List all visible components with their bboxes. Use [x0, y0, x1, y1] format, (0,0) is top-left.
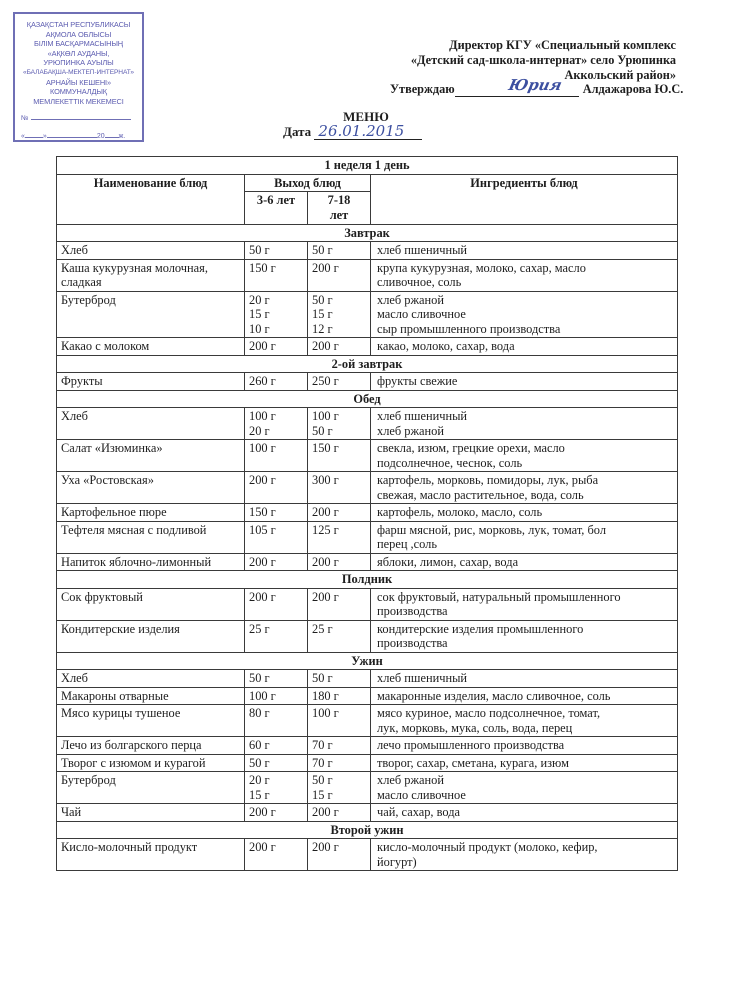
ingredients-cell-line: йогурт) [377, 854, 417, 869]
section-title: Обед [57, 390, 678, 408]
table-row [57, 408, 678, 440]
approve-label: Утверждаю [390, 82, 455, 96]
signer-name: Алдажарова Ю.С. [582, 82, 684, 96]
table-row [57, 440, 678, 472]
yield-7-18-cell [308, 670, 371, 688]
ingredients-cell [371, 408, 678, 440]
ingredients-cell [371, 259, 678, 291]
yield-3-6-cell [245, 521, 308, 553]
ingredients-cell-line: макаронные изделия, масло сливочное, соль [377, 688, 611, 703]
ingredients-cell-line: масло сливочное [377, 787, 466, 802]
stamp-line: «БАЛАБАҚША-МЕКТЕП-ИНТЕРНАТ» [23, 68, 134, 76]
dish-cell [57, 705, 245, 737]
ingredients-cell [371, 553, 678, 571]
ingredients-cell-line: творог, сахар, сметана, курага, изюм [377, 755, 569, 770]
yield-7-18-cell-line: 200 г [312, 260, 339, 275]
dish-cell [57, 440, 245, 472]
table-row [57, 291, 678, 338]
yield-7-18-cell-line: 250 г [312, 374, 339, 388]
stamp-line: МЕМЛЕКЕТТІК МЕКЕМЕСІ [33, 96, 124, 106]
yield-3-6-cell [245, 472, 308, 504]
yield-7-18-cell [308, 338, 371, 356]
stamp-year-suffix: ж. [118, 133, 126, 140]
section-title: Полдник [57, 571, 678, 589]
ingredients-cell [371, 504, 678, 522]
header-yield: Выход блюд [245, 174, 371, 192]
table-row [57, 521, 678, 553]
yield-7-18-cell [308, 804, 371, 822]
yield-3-6-cell [245, 504, 308, 522]
dish-cell [57, 338, 245, 356]
table-row [57, 338, 678, 356]
ingredients-cell-line: лечо промышленного производства [377, 738, 565, 752]
ingredients-cell-line: какао, молоко, сахар, вода [377, 339, 515, 353]
section-row [57, 355, 678, 373]
table-row [57, 259, 678, 291]
ingredients-cell-line: производства [377, 604, 448, 618]
ingredients-cell-line: картофель, молоко, масло, соль [377, 505, 543, 519]
dish-cell [57, 737, 245, 755]
dish-cell [57, 620, 245, 652]
yield-7-18-cell [308, 504, 371, 522]
week-day-row [57, 157, 678, 175]
yield-3-6-cell [245, 754, 308, 772]
yield-7-18-cell [308, 373, 371, 391]
approval-line-1: Директор КГУ «Специальный комплекс [449, 38, 676, 52]
signature: Юрия [506, 76, 564, 94]
yield-3-6-cell [245, 338, 308, 356]
yield-7-18-cell-line: 200 г [312, 840, 339, 854]
ingredients-cell [371, 588, 678, 620]
dish-cell [57, 553, 245, 571]
table-row [57, 705, 678, 737]
yield-3-6-cell-line: 50 г [249, 671, 270, 685]
ingredients-cell [371, 440, 678, 472]
section-row [57, 571, 678, 589]
dish-cell-line: Салат «Изюминка» [61, 441, 163, 455]
ingredients-cell-line: хлеб пшеничный [377, 243, 468, 257]
yield-7-18-cell [308, 408, 371, 440]
table-row [57, 504, 678, 522]
yield-3-6-cell-line: 80 г [249, 706, 270, 720]
section-row [57, 390, 678, 408]
dish-cell-line: Напиток яблочно-лимонный [61, 554, 212, 569]
yield-3-6-cell-line: 100 г [249, 688, 276, 703]
yield-7-18-cell-line: 200 г [312, 589, 339, 604]
ingredients-cell-line: сыр промышленного производства [377, 321, 561, 336]
section-row [57, 821, 678, 839]
ingredients-cell-line: масло сливочное [377, 307, 466, 321]
dish-cell [57, 588, 245, 620]
section-title: 2-ой завтрак [57, 355, 678, 373]
date-value: 26.01.2015 [314, 124, 422, 140]
yield-3-6-cell [245, 839, 308, 871]
yield-3-6-cell-line: 150 г [249, 260, 276, 275]
yield-7-18-cell-line: 15 г [312, 307, 333, 321]
yield-7-18-cell [308, 553, 371, 571]
ingredients-cell-line: хлеб ржаной [377, 292, 444, 307]
yield-7-18-cell-line: 200 г [312, 339, 339, 353]
yield-7-18-cell [308, 737, 371, 755]
ingredients-cell-line: хлеб ржаной [377, 773, 444, 787]
ingredients-cell [371, 687, 678, 705]
yield-3-6-cell-line: 50 г [249, 755, 270, 770]
ingredients-cell-line: подсолнечное, чеснок, соль [377, 455, 523, 470]
menu-date [283, 124, 422, 140]
table-row [57, 620, 678, 652]
week-day-label: 1 неделя 1 день [57, 157, 678, 175]
dish-cell-line: Кондитерские изделия [61, 621, 180, 636]
yield-3-6-cell-line: 150 г [249, 505, 276, 519]
ingredients-cell-line: свекла, изюм, грецкие орехи, масло [377, 441, 565, 455]
dish-cell-line: Лечо из болгарского перца [61, 738, 202, 752]
stamp-year-prefix: 20 [96, 133, 105, 140]
stamp-line: ҚАЗАҚСТАН РЕСПУБЛИКАСЫ [26, 20, 131, 29]
yield-7-18-cell [308, 839, 371, 871]
yield-3-6-cell [245, 737, 308, 755]
stamp-line: УРЮПИНКА АУЫЛЫ [43, 58, 114, 68]
dish-cell [57, 521, 245, 553]
yield-7-18-cell-line: 50 г [312, 243, 333, 257]
ingredients-cell [371, 472, 678, 504]
ingredients-cell-line: картофель, морковь, помидоры, лук, рыба [377, 473, 599, 487]
yield-3-6-cell-line: 20 г [249, 292, 270, 307]
yield-3-6-cell-line: 10 г [249, 321, 270, 336]
section-title: Ужин [57, 652, 678, 670]
yield-3-6-cell-line: 200 г [249, 473, 276, 487]
yield-3-6-cell-line: 50 г [249, 243, 270, 257]
yield-3-6-cell-line: 200 г [249, 840, 276, 854]
yield-7-18-cell [308, 242, 371, 260]
dish-cell-line: Каша кукурузная молочная, [61, 260, 208, 275]
yield-7-18-cell-line: 12 г [312, 321, 333, 336]
header-age-7-18 [308, 192, 371, 225]
yield-3-6-cell-line: 15 г [249, 787, 270, 802]
stamp-quote-open: « [21, 133, 25, 140]
dish-cell [57, 242, 245, 260]
dish-cell-line: Чай [61, 805, 82, 819]
dish-cell-line: Хлеб [61, 409, 88, 423]
table-row [57, 588, 678, 620]
table-row [57, 754, 678, 772]
ingredients-cell-line: мясо куриное, масло подсолнечное, томат, [377, 706, 601, 720]
ingredients-cell-line: сок фруктовый, натуральный промышленного [377, 589, 621, 604]
ingredients-cell [371, 754, 678, 772]
yield-3-6-cell-line: 15 г [249, 307, 270, 321]
ingredients-cell [371, 242, 678, 260]
dish-cell-line: Картофельное пюре [61, 505, 167, 519]
yield-7-18-cell [308, 620, 371, 652]
yield-7-18-cell-line: 50 г [312, 292, 333, 307]
table-row [57, 670, 678, 688]
yield-7-18-cell-line: 15 г [312, 787, 333, 802]
yield-7-18-cell [308, 754, 371, 772]
ingredients-cell [371, 804, 678, 822]
yield-7-18-cell [308, 259, 371, 291]
menu-body [57, 224, 678, 871]
ingredients-cell [371, 839, 678, 871]
table-row [57, 772, 678, 804]
yield-3-6-cell-line: 20 г [249, 423, 270, 438]
ingredients-cell-line: перец ,соль [377, 537, 438, 551]
yield-3-6-cell [245, 620, 308, 652]
section-title: Второй ужин [57, 821, 678, 839]
yield-7-18-cell [308, 705, 371, 737]
yield-7-18-cell-line: 200 г [312, 505, 339, 519]
yield-7-18-cell-line: 300 г [312, 473, 339, 487]
stamp-number-label: № [21, 115, 29, 122]
ingredients-cell [371, 338, 678, 356]
yield-7-18-cell [308, 521, 371, 553]
stamp-quote-close: » [42, 133, 47, 140]
yield-7-18-cell-line: 70 г [312, 738, 333, 752]
dish-cell-line: Тефтеля мясная с подливой [61, 522, 207, 537]
dish-cell-line: Мясо курицы тушеное [61, 706, 181, 720]
table-row [57, 242, 678, 260]
yield-3-6-cell [245, 440, 308, 472]
ingredients-cell-line: кисло-молочный продукт (молоко, кефир, [377, 840, 598, 854]
table-row [57, 373, 678, 391]
yield-3-6-cell-line: 200 г [249, 339, 276, 353]
yield-3-6-cell [245, 259, 308, 291]
dish-cell [57, 839, 245, 871]
dish-cell-line: Фрукты [61, 374, 103, 388]
ingredients-cell-line: производства [377, 636, 448, 650]
header-age-3-6: 3-6 лет [245, 192, 308, 225]
yield-3-6-cell-line: 200 г [249, 589, 276, 604]
ingredients-cell-line: хлеб пшеничный [377, 409, 468, 423]
yield-7-18-cell-line: 200 г [312, 805, 339, 819]
table-row [57, 804, 678, 822]
dish-cell-line: Кисло-молочный продукт [61, 840, 198, 854]
ingredients-cell-line: свежая, масло растительное, вода, соль [377, 487, 584, 502]
yield-3-6-cell-line: 200 г [249, 805, 276, 819]
yield-3-6-cell [245, 670, 308, 688]
dish-cell-line: Хлеб [61, 671, 88, 685]
ingredients-cell-line: яблоки, лимон, сахар, вода [377, 554, 519, 569]
dish-cell [57, 754, 245, 772]
header-age-7-18-line1: 7-18 [327, 193, 351, 207]
yield-3-6-cell-line: 105 г [249, 522, 276, 537]
dish-cell-line: Бутерброд [61, 292, 116, 307]
yield-7-18-cell [308, 291, 371, 338]
yield-3-6-cell [245, 804, 308, 822]
yield-3-6-cell-line: 260 г [249, 374, 276, 388]
ingredients-cell-line: хлеб ржаной [377, 423, 444, 438]
page-title: МЕНЮ [343, 109, 389, 124]
yield-7-18-cell-line: 50 г [312, 671, 333, 685]
ingredients-cell-line: хлеб пшеничный [377, 671, 468, 685]
stamp-line: АРНАЙЫ КЕШЕНІ» [45, 77, 112, 87]
dish-cell [57, 687, 245, 705]
ingredients-cell-line: фарш мясной, рис, морковь, лук, томат, бол [377, 522, 607, 537]
dish-cell-line: Бутерброд [61, 773, 116, 787]
yield-3-6-cell [245, 553, 308, 571]
stamp-line: КОММУНАЛДЫҚ [49, 87, 107, 97]
menu-table [56, 156, 678, 871]
dish-cell [57, 504, 245, 522]
yield-7-18-cell-line: 180 г [312, 688, 339, 703]
yield-7-18-cell-line: 100 г [312, 409, 339, 423]
dish-cell-line: Сок фруктовый [61, 589, 143, 604]
yield-7-18-cell-line: 25 г [312, 621, 333, 636]
yield-3-6-cell [245, 291, 308, 338]
header-row [57, 174, 678, 192]
header-age-7-18-line2: лет [329, 207, 349, 222]
ingredients-cell-line: сливочное, соль [377, 275, 462, 289]
stamp-line: БІЛІМ БАСҚАРМАСЫНЫҢ [33, 39, 123, 49]
yield-7-18-cell [308, 588, 371, 620]
yield-3-6-cell [245, 588, 308, 620]
yield-3-6-cell-line: 60 г [249, 738, 270, 752]
yield-7-18-cell-line: 100 г [312, 706, 339, 720]
table-row [57, 553, 678, 571]
stamp-date-line [21, 132, 136, 142]
stamp-line: «АҚКӨЛ АУДАНЫ, [47, 48, 110, 58]
ingredients-cell-line: лук, морковь, мука, соль, вода, перец [377, 720, 573, 735]
yield-3-6-cell [245, 772, 308, 804]
section-row [57, 224, 678, 242]
yield-3-6-cell-line: 100 г [249, 441, 276, 455]
ingredients-cell [371, 373, 678, 391]
yield-3-6-cell [245, 373, 308, 391]
yield-3-6-cell [245, 705, 308, 737]
ingredients-cell [371, 670, 678, 688]
ingredients-cell [371, 620, 678, 652]
yield-3-6-cell-line: 20 г [249, 773, 270, 787]
dish-cell-line: Уха «Ростовская» [61, 473, 154, 487]
yield-3-6-cell [245, 687, 308, 705]
ingredients-cell-line: фрукты свежие [377, 374, 458, 388]
yield-7-18-cell-line: 200 г [312, 554, 339, 569]
ingredients-cell-line: кондитерские изделия промышленного [377, 621, 584, 636]
ingredients-cell [371, 521, 678, 553]
approval-line-3: Аккольский район» [564, 68, 676, 82]
table-row [57, 737, 678, 755]
yield-3-6-cell [245, 242, 308, 260]
dish-cell-line: Макароны отварные [61, 688, 169, 703]
section-title: Завтрак [57, 224, 678, 242]
yield-7-18-cell [308, 772, 371, 804]
yield-3-6-cell [245, 408, 308, 440]
dish-cell [57, 772, 245, 804]
yield-3-6-cell-line: 200 г [249, 554, 276, 569]
dish-cell-line: сладкая [61, 275, 102, 289]
dish-cell [57, 472, 245, 504]
stamp-line: АҚМОЛА ОБЛЫСЫ [45, 29, 112, 39]
yield-7-18-cell-line: 150 г [312, 441, 339, 455]
ingredients-cell-line: крупа кукурузная, молоко, сахар, масло [377, 260, 586, 275]
dish-cell [57, 259, 245, 291]
yield-7-18-cell-line: 50 г [312, 773, 333, 787]
table-row [57, 472, 678, 504]
approval-signature-line [390, 76, 684, 97]
yield-7-18-cell-line: 125 г [312, 522, 339, 537]
table-row [57, 839, 678, 871]
dish-cell-line: Творог с изюмом и курагой [61, 755, 206, 770]
ingredients-cell [371, 737, 678, 755]
yield-7-18-cell [308, 687, 371, 705]
yield-7-18-cell [308, 472, 371, 504]
ingredients-cell [371, 705, 678, 737]
table-row [57, 687, 678, 705]
section-row [57, 652, 678, 670]
yield-3-6-cell-line: 100 г [249, 409, 276, 423]
ingredients-cell [371, 772, 678, 804]
header-dish: Наименование блюд [57, 174, 245, 224]
ingredients-cell [371, 291, 678, 338]
yield-3-6-cell-line: 25 г [249, 621, 270, 636]
signature-rule [455, 76, 579, 97]
yield-7-18-cell-line: 50 г [312, 423, 333, 438]
header-ingredients: Ингредиенты блюд [371, 174, 678, 224]
date-label: Дата [283, 124, 312, 139]
dish-cell [57, 804, 245, 822]
dish-cell [57, 408, 245, 440]
dish-cell [57, 291, 245, 338]
dish-cell [57, 670, 245, 688]
ingredients-cell-line: чай, сахар, вода [377, 805, 461, 819]
approval-line-2: «Детский сад-школа-интернат» село Урюпинка [410, 53, 676, 67]
yield-7-18-cell-line: 70 г [312, 755, 333, 770]
dish-cell-line: Хлеб [61, 243, 88, 257]
dish-cell [57, 373, 245, 391]
dish-cell-line: Какао с молоком [61, 339, 150, 353]
yield-7-18-cell [308, 440, 371, 472]
